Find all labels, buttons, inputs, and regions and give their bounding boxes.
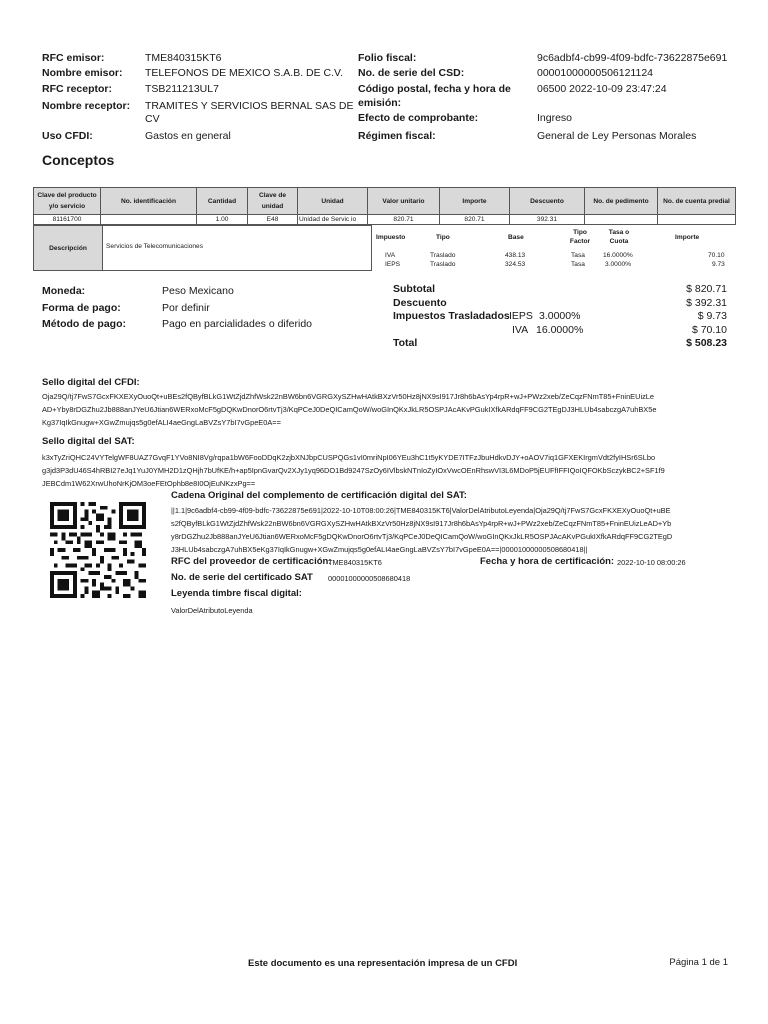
sello-cfdi-line: Kg37IqIkGnugw+XGwZmujqs5g0efALI4aeGngLaBVZsY7bI7vGpeE0A== — [42, 418, 281, 427]
tax-row1-impuesto: IVA — [385, 252, 396, 259]
efecto-label: Efecto de comprobante: — [358, 112, 479, 124]
col-clave-unidad: Clave de unidad — [248, 188, 298, 215]
efecto-value: Ingreso — [537, 112, 573, 124]
tax-row2-importe: 9.73 — [712, 261, 725, 268]
tax-row2-tasa: 3.0000% — [605, 261, 632, 268]
serie-sat-label: No. de serie del certificado SAT — [171, 572, 313, 583]
tax-row1-tipo-factor: Tasa — [571, 252, 585, 259]
footer-text: Este documento es una representación impresa de un CFDI — [248, 958, 518, 969]
regimen-value: General de Ley Personas Morales — [537, 130, 697, 142]
cell-cuenta-predial — [658, 215, 736, 225]
cadena-line: y8rDGZhu2Jb888anJYeU6Jtian6WERxoMcF5gDQKwDnorO6rtvTj3/KqPCeJ0DeQICamQoW/woGInQKxJkLR5OSPJAcAKvPGukIXfkARdqFF9CG2TEgD — [171, 532, 673, 541]
tax-row2-tipo: Traslado — [430, 261, 456, 268]
descripcion-box — [33, 225, 372, 271]
tax-row1-importe: 70.10 — [708, 252, 725, 259]
sello-sat-text — [42, 451, 735, 490]
cp-fecha-label-line1: Código postal, fecha y hora de — [358, 83, 511, 95]
folio-fiscal-label: Folio fiscal: — [358, 52, 417, 64]
descripcion-label: Descripción — [34, 226, 103, 270]
iva-label: IVA — [512, 324, 529, 336]
cadena-line: s2fQByfBLkG1WtZjdZhfWsk22nBW6bn6VGRGXySZHwHAtkBXzVr50Hz8jNX9sI917Jr8h6bAsYp4rpR+wJ+PWz2xeb/ZeCqzFNmT85+FninEUizLeAD+Yb — [171, 519, 672, 528]
cell-valor-unitario: 820.71 — [368, 215, 440, 225]
serie-sat-value: 00001000000508680418 — [328, 574, 411, 583]
descuento-label: Descuento — [393, 297, 447, 309]
table-row — [34, 215, 736, 225]
sello-sat-line: k3xTyZriQHC24VYTelgWF8UAZ7GvqF1YVo8NI8Vg/rqpa1bW6FooDDqK2zjbXNJbpCUSPQGs1vI0mriNpI06YEu3hC1t5yKYDE7ITFzJbuHdkvDJY+oAOV7iq1GFXEKIrgmVdt2fyIHSr6SLbo — [42, 453, 656, 462]
folio-fiscal-value: 9c6adbf4-cb99-4f09-bdfc-73622875e691 — [537, 52, 728, 64]
sello-sat-line: g3jd3P3dU46S4hRBI27eJq1YuJ0YMH2D1zQHjh7bUfKE/h+ap5IpnGvarQv2XJy1yq96DO1Bd9247SzOy6IVlbskNTnIoZyIOxVwcOEnRhswVI3L6MDoP5jEUFfIFFIQoIQFOKbSczykBC2+SF1f9 — [42, 466, 665, 475]
tax-col-tipo: Tipo — [436, 234, 450, 241]
cadena-title: Cadena Original del complemento de certificación digital del SAT: — [171, 490, 467, 501]
cell-descuento: 392.31 — [510, 215, 585, 225]
col-importe: Importe — [440, 188, 510, 215]
tax-row1-tipo: Traslado — [430, 252, 456, 259]
cp-fecha-value: 06500 2022-10-09 23:47:24 — [537, 83, 667, 95]
serie-csd-label: No. de serie del CSD: — [358, 67, 465, 79]
tax-col-importe: Importe — [675, 234, 700, 241]
cell-no-identificacion — [101, 215, 197, 225]
col-clave-producto: Clave del producto y/o servicio — [34, 188, 101, 215]
regimen-label: Régimen fiscal: — [358, 130, 436, 142]
rfc-proveedor-label: RFC del proveedor de certificación: — [171, 556, 332, 567]
leyenda-value: ValorDelAtributoLeyenda — [171, 606, 253, 615]
nombre-receptor-value-line2: CV — [145, 113, 160, 125]
nombre-emisor-value: TELEFONOS DE MEXICO S.A.B. DE C.V. — [145, 67, 343, 79]
descripcion-value: Servicios de Telecomunicaciones — [106, 243, 204, 250]
nombre-emisor-label: Nombre emisor: — [42, 67, 123, 79]
leyenda-label: Leyenda timbre fiscal digital: — [171, 588, 302, 599]
total-value: $ 508.23 — [686, 337, 727, 349]
total-label: Total — [393, 337, 418, 349]
sello-cfdi-text — [42, 390, 735, 429]
sello-sat-title: Sello digital del SAT: — [42, 436, 135, 447]
tax-col-tasa-cuota: Tasa o Cuota — [608, 229, 630, 245]
cadena-line: ||1.1|9c6adbf4-cb99-4f09-bdfc-73622875e691|2022-10-10T08:00:26|TME840315KT6|ValorDelAtributoLeyenda|Oja29Q/tj7FwS7GcxFKXEXyOuoQt+uBE — [171, 506, 671, 515]
sello-sat-line: JEBCdm1W62XrwUhoNrKjOM3oeFEtOphb8e8I0OjEuNKzxPg== — [42, 479, 256, 488]
forma-pago-label: Forma de pago: — [42, 302, 121, 314]
col-cantidad: Cantidad — [197, 188, 248, 215]
moneda-label: Moneda: — [42, 285, 86, 297]
sello-cfdi-line: Oja29Q/tj7FwS7GcxFKXEXyOuoQt+uBEs2fQByfBLkG1WtZjdZhfWsk22nBW6bn6VGRGXySZHwHAtkBXzVr50Hz8jNX9sI917Jr8h6bAsYp4rpR+wJ+PWz2xeb/ZeCqzFNmT85+FninEUizLe — [42, 392, 655, 401]
fecha-certificacion-value: 2022-10-10 08:00:26 — [617, 558, 686, 567]
qr-code — [50, 502, 146, 598]
iva-amount: $ 70.10 — [691, 324, 727, 336]
subtotal-label: Subtotal — [393, 283, 435, 295]
tax-col-impuesto: Impuesto — [376, 234, 406, 241]
ieps-rate: 3.0000% — [539, 310, 581, 322]
cell-no-pedimento — [585, 215, 658, 225]
col-descuento: Descuento — [510, 188, 585, 215]
col-no-identificacion: No. identificación — [101, 188, 197, 215]
ieps-amount: $ 9.73 — [697, 310, 727, 322]
uso-cfdi-label: Uso CFDI: — [42, 130, 93, 142]
page-number: Página 1 de 1 — [669, 957, 728, 968]
cell-clave-unidad: E48 — [248, 215, 298, 225]
cadena-text — [171, 504, 736, 556]
cadena-line: J3HLUb4sabczgA7uhBX5eKg37IqIkGnugw+XGwZmujqs5g0efALI4aeGngLaBVZsY7bI7vGpeE0A==|00001000000508680418|| — [171, 545, 588, 554]
conceptos-header-row — [34, 188, 736, 215]
descuento-value: $ 392.31 — [686, 297, 727, 309]
conceptos-title: Conceptos — [42, 152, 115, 168]
sello-cfdi-title: Sello digital del CFDI: — [42, 377, 140, 388]
iva-rate: 16.0000% — [536, 324, 584, 336]
tax-row1-tasa: 16.0000% — [603, 252, 633, 259]
nombre-receptor-value-line1: TRAMITES Y SERVICIOS BERNAL SAS DE — [145, 100, 354, 112]
forma-pago-value: Por definir — [162, 302, 210, 314]
cell-clave-producto: 81161700 — [34, 215, 101, 225]
tax-col-base: Base — [508, 234, 524, 241]
rfc-receptor-label: RFC receptor: — [42, 83, 113, 95]
col-valor-unitario: Valor unitario — [368, 188, 440, 215]
ieps-label: IEPS — [509, 310, 533, 322]
tax-col-tipo-factor: Tipo Factor — [569, 229, 591, 245]
cp-fecha-label-line2: emisión: — [358, 97, 402, 109]
moneda-value: Peso Mexicano — [162, 285, 234, 297]
cell-importe: 820.71 — [440, 215, 510, 225]
col-cuenta-predial: No. de cuenta predial — [658, 188, 736, 215]
nombre-receptor-label: Nombre receptor: — [42, 100, 131, 112]
uso-cfdi-value: Gastos en general — [145, 130, 231, 142]
metodo-pago-label: Método de pago: — [42, 318, 126, 330]
fecha-certificacion-label: Fecha y hora de certificación: — [480, 556, 615, 567]
tax-row2-tipo-factor: Tasa — [571, 261, 585, 268]
metodo-pago-value: Pago en parcialidades o diferido — [162, 318, 313, 330]
cell-unidad: Unidad de Servic io — [298, 215, 368, 225]
col-unidad: Unidad — [298, 188, 368, 215]
cell-cantidad: 1.00 — [197, 215, 248, 225]
serie-csd-value: 00001000000506121124 — [537, 67, 654, 79]
tax-row2-impuesto: IEPS — [385, 261, 401, 268]
rfc-emisor-label: RFC emisor: — [42, 52, 105, 64]
impuestos-trasladados-label: Impuestos Trasladados — [393, 310, 510, 322]
tax-row2-base: 324.53 — [505, 261, 526, 268]
conceptos-table — [33, 187, 736, 225]
sello-cfdi-line: AD+Yby8rDGZhu2Jb888anJYeU6Jtian6WERxoMcF5gDQKwDnorO6rtvTj3/KqPCeJ0DeQICamQoW/woGInQKxJkLR5OSPJAcAKvPGukIXfkARdqFF9CG2TEgDJ3HLUb4sabczgA7uhBX5e — [42, 405, 657, 414]
col-no-pedimento: No. de pedimento — [585, 188, 658, 215]
tax-row1-base: 438.13 — [505, 252, 526, 259]
rfc-receptor-value: TSB211213UL7 — [145, 83, 219, 95]
rfc-emisor-value: TME840315KT6 — [145, 52, 222, 64]
subtotal-value: $ 820.71 — [686, 283, 727, 295]
rfc-proveedor-value: TME840315KT6 — [328, 558, 382, 567]
